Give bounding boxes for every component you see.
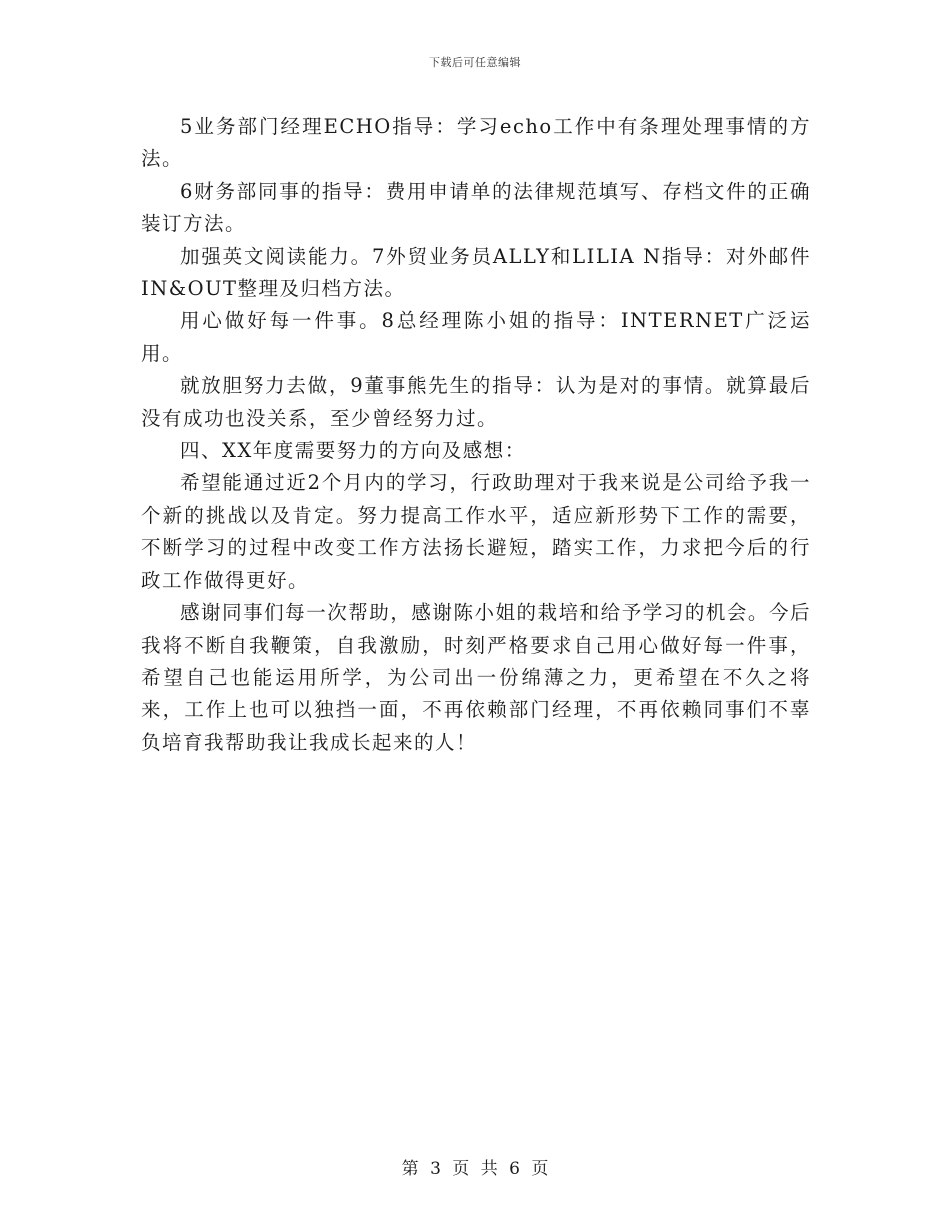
document-body: [141, 111, 811, 759]
paragraph: 5业务部门经理ECHO指导：学习echo工作中有条理处理事情的方法。: [141, 115, 811, 171]
paragraph: 加强英文阅读能力。7外贸业务员ALLY和LILIA N指导：对外邮件IN&OUT整理及归档方法。: [141, 244, 811, 301]
paragraph: 就放胆努力去做，9董事熊先生的指导：认为是对的事情。就算最后没有成功也没关系，至少曾经努力过。: [141, 374, 811, 430]
paragraph: 希望能通过近2个月内的学习，行政助理对于我来说是公司给予我一个新的挑战以及肯定。努力提高工作水平，适应新形势下工作的需要，不断学习的过程中改变工作方法扬长避短，踏实工作，力求把今后的行政工作做得更好。: [141, 471, 811, 592]
paragraph: 用心做好每一件事。8总经理陈小姐的指导：INTERNET广泛运用。: [141, 309, 811, 365]
page-header-note: 下载后可任意编辑: [429, 56, 521, 69]
section-heading: 四、XX年度需要努力的方向及感想：: [180, 439, 526, 463]
paragraph: 6财务部同事的指导：费用申请单的法律规范填写、存档文件的正确装订方法。: [141, 179, 811, 236]
page-number-footer: 第 3 页 共 6 页: [401, 1159, 549, 1179]
paragraph: 感谢同事们每一次帮助，感谢陈小姐的栽培和给予学习的机会。今后我将不断自我鞭策，自我激励，时刻严格要求自己用心做好每一件事，希望自己也能运用所学，为公司出一份绵薄之力，更希望在不久之将来，工作上也可以独挡一面，不再依赖部门经理，不再依赖同事们不辜负培育我帮助我让我成长起来的人！: [141, 601, 811, 754]
